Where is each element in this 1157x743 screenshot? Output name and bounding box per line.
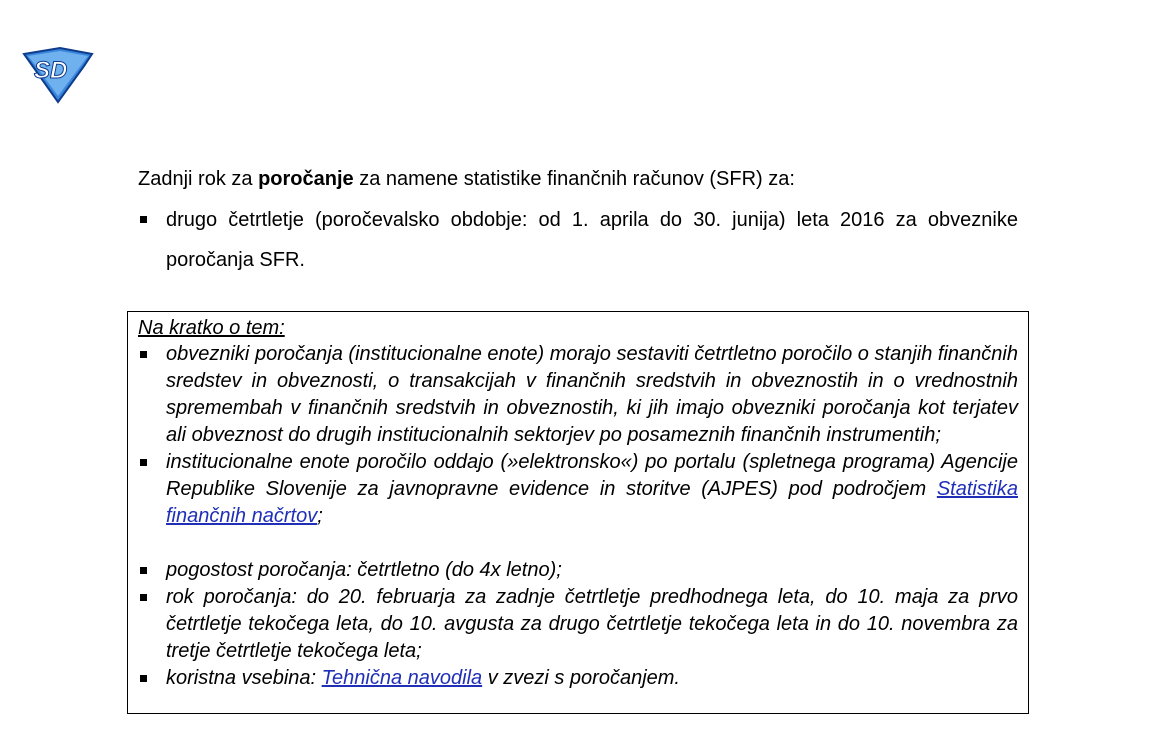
list-item: drugo četrtletje (poročevalsko obdobje: od 1. aprila do 30. junija) leta 2016 za obveznike poročanja SFR. — [138, 200, 1018, 280]
intro-heading: Zadnji rok za poročanje za namene statistike finančnih računov (SFR) za: — [138, 168, 795, 190]
statistika-link[interactable]: Statistika finančnih načrtov — [166, 478, 1018, 527]
list-item: rok poročanja: do 20. februarja za zadnje četrtletje predhodnega leta, do 10. maja za prvo četrtletje tekočega leta, do 10. avgusta za drugo četrtletje tekočega leta in do 10. novembra za tretje četrtletje tekočega leta; — [138, 584, 1018, 665]
list-item: obvezniki poročanja (institucionalne enote) morajo sestaviti četrtletno poročilo o stanjih finančnih sredstev in obveznosti, o transakcijah v finančnih sredstvih in obveznostih in o vrednostnih spremembah v finančnih sredstvih in obveznostih, ki jih imajo obvezniki poročanja kot terjatev ali obveznost do drugih institucionalnih sektorjev po posameznih finančnih instrumentih; — [138, 341, 1018, 449]
square-bullet-icon — [140, 351, 147, 358]
svg-text:SD: SD — [34, 57, 68, 84]
square-bullet-icon — [140, 594, 147, 601]
shield-sd-logo-icon — [20, 44, 96, 104]
list-item: institucionalne enote poročilo oddajo (»elektronsko«) po portalu (spletnega programa) Agencije Republike Slovenije za javnopravne evidence in storitve (AJPES) pod področjem Statistika finančnih načrtov; — [138, 449, 1018, 530]
square-bullet-icon — [140, 675, 147, 682]
square-bullet-icon — [140, 567, 147, 574]
intro-heading-bold: poročanje — [258, 168, 354, 190]
summary-box — [127, 311, 1029, 714]
square-bullet-icon — [140, 216, 147, 223]
summary-box-title: Na kratko o tem: — [138, 317, 285, 339]
intro-list — [138, 200, 1018, 280]
summary-list — [138, 341, 1018, 692]
square-bullet-icon — [140, 459, 147, 466]
list-item: koristna vsebina: Tehnična navodila v zvezi s poročanjem. — [138, 665, 1018, 692]
tehnicna-navodila-link[interactable]: Tehnična navodila — [321, 667, 483, 689]
intro-section — [138, 164, 1018, 280]
list-item: pogostost poročanja: četrtletno (do 4x letno); — [138, 557, 1018, 584]
